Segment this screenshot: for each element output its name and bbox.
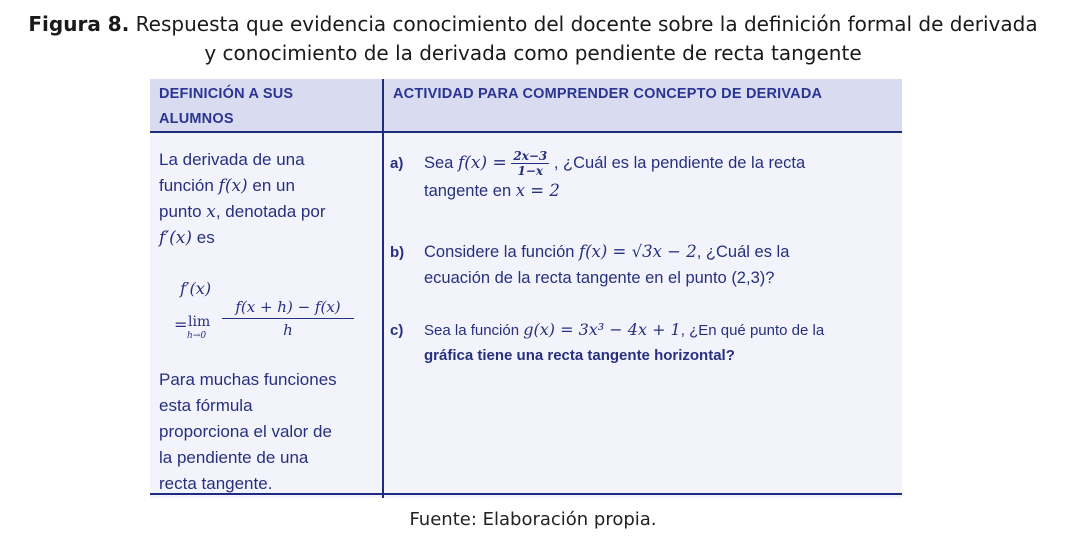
intro-3-math: x bbox=[206, 202, 216, 222]
intro-2b: en un bbox=[247, 176, 295, 195]
formula-numerator: f(x + h) − f(x) bbox=[222, 296, 354, 319]
item-a-denominator: 1−x bbox=[517, 164, 544, 178]
derivative-table bbox=[150, 79, 902, 498]
intro-4b: es bbox=[192, 228, 215, 247]
outro-line-1: Para muchas funciones bbox=[159, 370, 337, 389]
caption-line-2: y conocimiento de la derivada como pendiente de recta tangente bbox=[204, 41, 862, 65]
figure-caption bbox=[0, 10, 1066, 68]
outro-line-3: proporciona el valor de bbox=[159, 422, 332, 441]
caption-label: Figura 8. bbox=[28, 12, 130, 36]
item-c-line-1 bbox=[424, 317, 894, 343]
item-a-post: , ¿Cuál es la pendiente de la recta bbox=[549, 153, 806, 172]
intro-3a: punto bbox=[159, 202, 207, 221]
column-divider bbox=[382, 79, 384, 498]
item-b-text bbox=[424, 239, 894, 291]
intro-line-1: La derivada de una bbox=[159, 150, 305, 169]
formula-lim-sub: h→0 bbox=[187, 331, 207, 341]
item-a-line-1 bbox=[424, 149, 894, 178]
item-a-fraction bbox=[511, 149, 549, 178]
item-c-math: g(x) = 3x³ − 4x + 1 bbox=[523, 320, 681, 339]
intro-line-4 bbox=[159, 225, 379, 251]
item-b-label: b) bbox=[390, 244, 405, 261]
item-a-pre: Sea bbox=[424, 153, 458, 172]
header-right-text: ACTIVIDAD PARA COMPRENDER CONCEPTO DE DERIVADA bbox=[393, 86, 823, 102]
outro-line-2: esta fórmula bbox=[159, 396, 253, 415]
intro-2a: función bbox=[159, 176, 219, 195]
formula-denominator: h bbox=[283, 321, 293, 339]
item-a-text bbox=[424, 149, 894, 204]
formula-lim: lim bbox=[188, 314, 211, 330]
intro-4-math: f′(x) bbox=[159, 228, 193, 248]
item-c-post: , ¿En qué punto de la bbox=[680, 322, 825, 339]
header-left-text: DEFINICIÓN A SUS ALUMNOS bbox=[159, 86, 294, 127]
caption-line-1 bbox=[0, 10, 1066, 39]
item-a-label: a) bbox=[390, 155, 404, 172]
item-b-math: f(x) = √3x − 2 bbox=[579, 242, 697, 261]
item-b-line-1 bbox=[424, 239, 894, 265]
formula-equals: = bbox=[174, 315, 188, 334]
item-b-pre: Considere la función bbox=[424, 243, 580, 261]
item-a-numerator: 2x−3 bbox=[513, 149, 548, 163]
item-c-label: c) bbox=[390, 322, 404, 339]
derivative-formula bbox=[174, 279, 374, 341]
definition-intro bbox=[159, 147, 379, 251]
item-a-line2-pre: tangente en bbox=[424, 182, 516, 200]
item-b-line-2: ecuación de la recta tangente en el punto (2,3)? bbox=[424, 269, 775, 287]
figure-source: Fuente: Elaboración propia. bbox=[409, 509, 657, 530]
item-c-text bbox=[424, 317, 894, 368]
item-a-line2-math: x = 2 bbox=[515, 181, 560, 200]
outro-line-4: la pendiente de una bbox=[159, 448, 309, 467]
item-c-pre: Sea la función bbox=[424, 322, 524, 339]
item-c-line-2: gráfica tiene una recta tangente horizontal? bbox=[424, 347, 735, 364]
intro-3b: , denotada por bbox=[215, 202, 326, 221]
header-divider bbox=[150, 131, 902, 133]
intro-2-math: f(x) bbox=[218, 176, 248, 196]
item-a-func: f(x) = bbox=[457, 152, 507, 173]
intro-line-3 bbox=[159, 199, 379, 225]
definition-outro bbox=[159, 367, 379, 497]
item-a-line-2 bbox=[424, 178, 894, 204]
item-b-post: , ¿Cuál es la bbox=[696, 243, 790, 261]
outro-line-5: recta tangente. bbox=[159, 474, 273, 493]
formula-lhs: f′(x) bbox=[180, 279, 212, 298]
caption-text-1: Respuesta que evidencia conocimiento del docente sobre la definición formal de derivada bbox=[135, 12, 1038, 36]
intro-line-2 bbox=[159, 173, 379, 199]
